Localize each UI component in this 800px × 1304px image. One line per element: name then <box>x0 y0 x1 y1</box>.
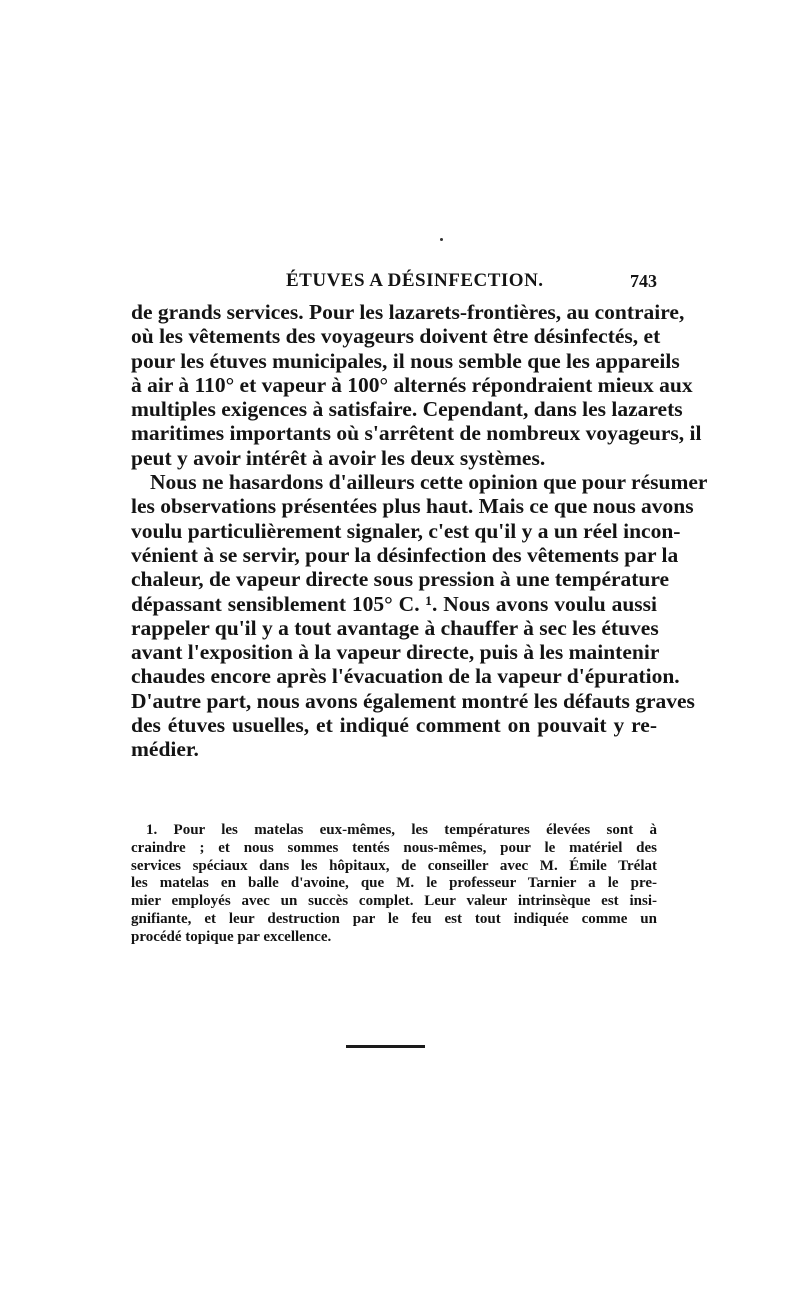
footnote-line: gnifiante, et leur destruction par le feu est tout indiquée comme un <box>131 910 657 927</box>
body-line: Nous ne hasardons d'ailleurs cette opinion que pour résumer <box>150 470 708 495</box>
footnote-line: 1. Pour les matelas eux-mêmes, les températures élevées sont à <box>146 822 657 838</box>
ink-speck <box>440 238 443 241</box>
body-line: dépassant sensiblement 105° C. ¹. Nous avons voulu aussi <box>131 591 657 616</box>
body-line: pour les étuves municipales, il nous semble que les appareils <box>131 348 680 373</box>
footnote-line: craindre ; et nous sommes tentés nous-mêmes, pour le matériel des <box>131 839 657 856</box>
running-title: ÉTUVES A DÉSINFECTION. <box>286 270 544 291</box>
body-line: médier. <box>131 737 199 762</box>
body-line: de grands services. Pour les lazarets-frontières, au contraire, <box>131 300 685 324</box>
footnote-line: les matelas en balle d'avoine, que M. le professeur Tarnier a le pre- <box>131 875 657 892</box>
footnote-line: mier employés avec un succès complet. Leur valeur intrinsèque est insi- <box>131 893 657 910</box>
footnote-line: procédé topique par excellence. <box>131 928 332 945</box>
body-line: à air à 110° et vapeur à 100° alternés répondraient mieux aux <box>131 372 693 397</box>
page-number: 743 <box>630 271 657 291</box>
body-line: voulu particulièrement signaler, c'est qu'il y a un réel incon- <box>131 518 681 543</box>
running-head <box>131 270 657 296</box>
body-line: avant l'exposition à la vapeur directe, puis à les maintenir <box>131 640 660 665</box>
body-line: multiples exigences à satisfaire. Cependant, dans les lazarets <box>131 397 683 422</box>
body-line: maritimes importants où s'arrêtent de nombreux voyageurs, il <box>131 421 702 446</box>
body-line: des étuves usuelles, et indiqué comment on pouvait y re- <box>131 713 657 738</box>
body-line: où les vêtements des voyageurs doivent être désinfectés, et <box>131 324 661 349</box>
body-line: les observations présentées plus haut. Mais ce que nous avons <box>131 494 694 519</box>
body-line: vénient à se servir, pour la désinfection des vêtements par la <box>131 542 679 567</box>
body-line: peut y avoir intérêt à avoir les deux systèmes. <box>131 445 546 470</box>
body-text <box>131 300 708 762</box>
body-line: chaleur, de vapeur directe sous pression à une température <box>131 567 670 592</box>
body-line: rappeler qu'il y a tout avantage à chauffer à sec les étuves <box>131 615 659 640</box>
footnote <box>131 822 657 947</box>
footnote-line: services spéciaux dans les hôpitaux, de conseiller avec M. Émile Trélat <box>131 857 657 874</box>
body-line: chaudes encore après l'évacuation de la vapeur d'épuration. <box>131 664 680 689</box>
body-line: D'autre part, nous avons également montré les défauts graves <box>131 688 695 713</box>
end-rule <box>346 1045 425 1048</box>
